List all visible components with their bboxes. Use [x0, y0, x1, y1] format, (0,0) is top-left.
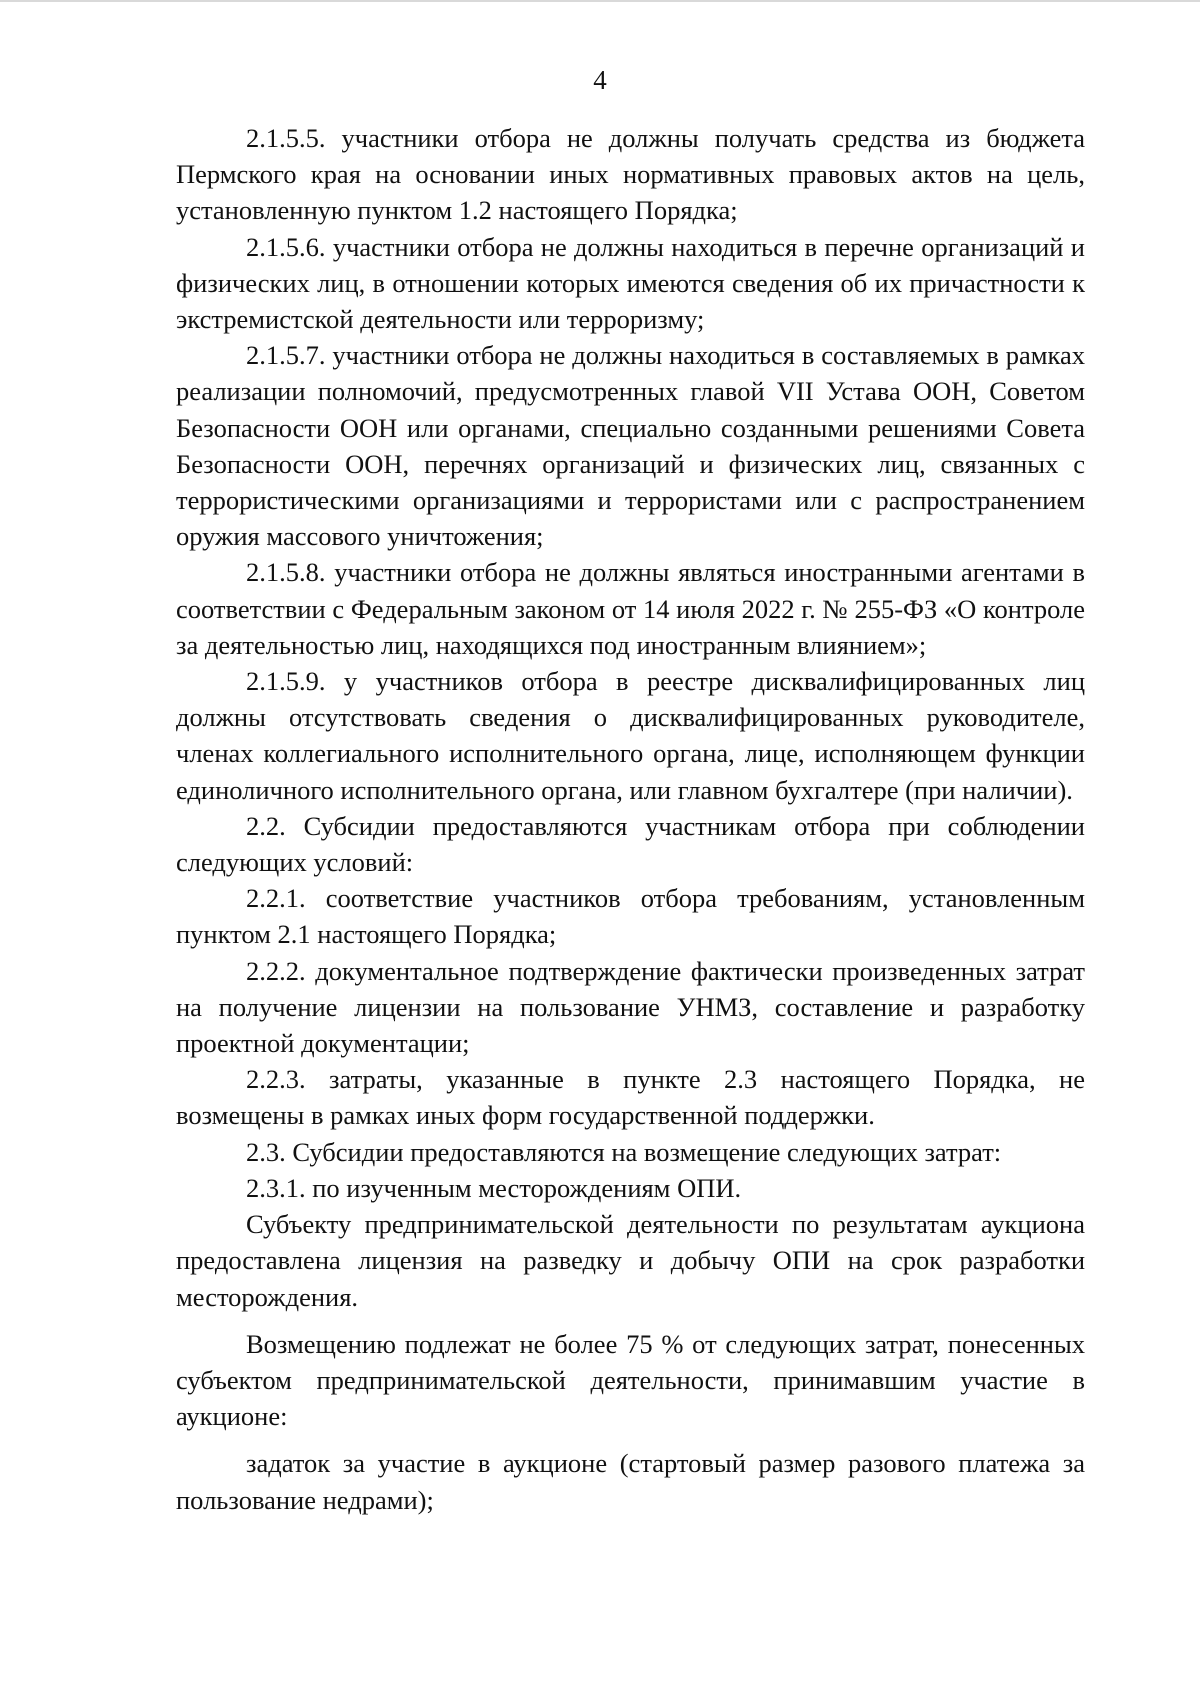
paragraph-2-3: 2.3. Субсидии предоставляются на возмещение следующих затрат:: [246, 1136, 1002, 1167]
paragraph-2-3-1: 2.3.1. по изученным месторождениям ОПИ.: [246, 1172, 742, 1203]
paragraph-2-1-5-7: 2.1.5.7. участники отбора не должны находиться в составляемых в рамках реализации полномочий, предусмотренных главой VII Устава ООН, Советом Безопасности ООН или органами, специально созданными решениями Совета Безопасности ООН, перечнях организаций и физических лиц, связанных с террористическими организациями и террористами или с распространением оружия массового уничтожения;: [176, 340, 1085, 552]
paragraph-2-1-5-5: 2.1.5.5. участники отбора не должны получать средства из бюджета Пермского края на основании иных нормативных правовых актов на цель, установленную пунктом 1.2 настоящего Порядка;: [176, 123, 1085, 226]
paragraph-2-2-3: 2.2.3. затраты, указанные в пункте 2.3 настоящего Порядка, не возмещены в рамках иных форм государственной поддержки.: [176, 1064, 1085, 1131]
page-number: 4: [593, 65, 607, 95]
paragraph-2-2-1: 2.2.1. соответствие участников отбора требованиям, установленным пунктом 2.1 настоящего Порядка;: [176, 883, 1085, 950]
paragraph-2-1-5-9: 2.1.5.9. у участников отбора в реестре дисквалифицированных лиц должны отсутствовать сведения о дисквалифицированных руководителе, членах коллегиального исполнительного органа, лице, исполняющем функции единоличного исполнительного органа, или главном бухгалтере (при наличии).: [176, 666, 1085, 805]
paragraph-deposit: задаток за участие в аукционе (стартовый размер разового платежа за пользование недрами);: [176, 1448, 1085, 1515]
document-body: [176, 120, 1085, 1518]
paragraph-license-granted: Субъекту предпринимательской деятельности по результатам аукциона предоставлена лицензия на разведку и добычу ОПИ на срок разработки месторождения.: [176, 1209, 1085, 1312]
paragraph-2-2: 2.2. Субсидии предоставляются участникам отбора при соблюдении следующих условий:: [176, 810, 1085, 878]
paragraph-2-2-2: 2.2.2. документальное подтверждение фактически произведенных затрат на получение лицензии на пользование УНМЗ, составление и разработку проектной документации;: [176, 955, 1085, 1059]
scan-edge-divider: [0, 0, 1200, 2]
paragraph-2-1-5-6: 2.1.5.6. участники отбора не должны находиться в перечне организаций и физических лиц, в отношении которых имеются сведения об их причастности к экстремистской деятельности или терроризму;: [176, 231, 1085, 335]
paragraph-reimbursement: Возмещению подлежат не более 75 % от следующих затрат, понесенных субъектом предпринимательской деятельности, принимавшим участие в аукционе:: [176, 1328, 1085, 1432]
paragraph-2-1-5-8: 2.1.5.8. участники отбора не должны являться иностранными агентами в соответствии с Федеральным законом от 14 июля 2022 г. № 255-ФЗ «О контроле за деятельностью лиц, находящихся под иностранным влиянием»;: [176, 557, 1085, 660]
